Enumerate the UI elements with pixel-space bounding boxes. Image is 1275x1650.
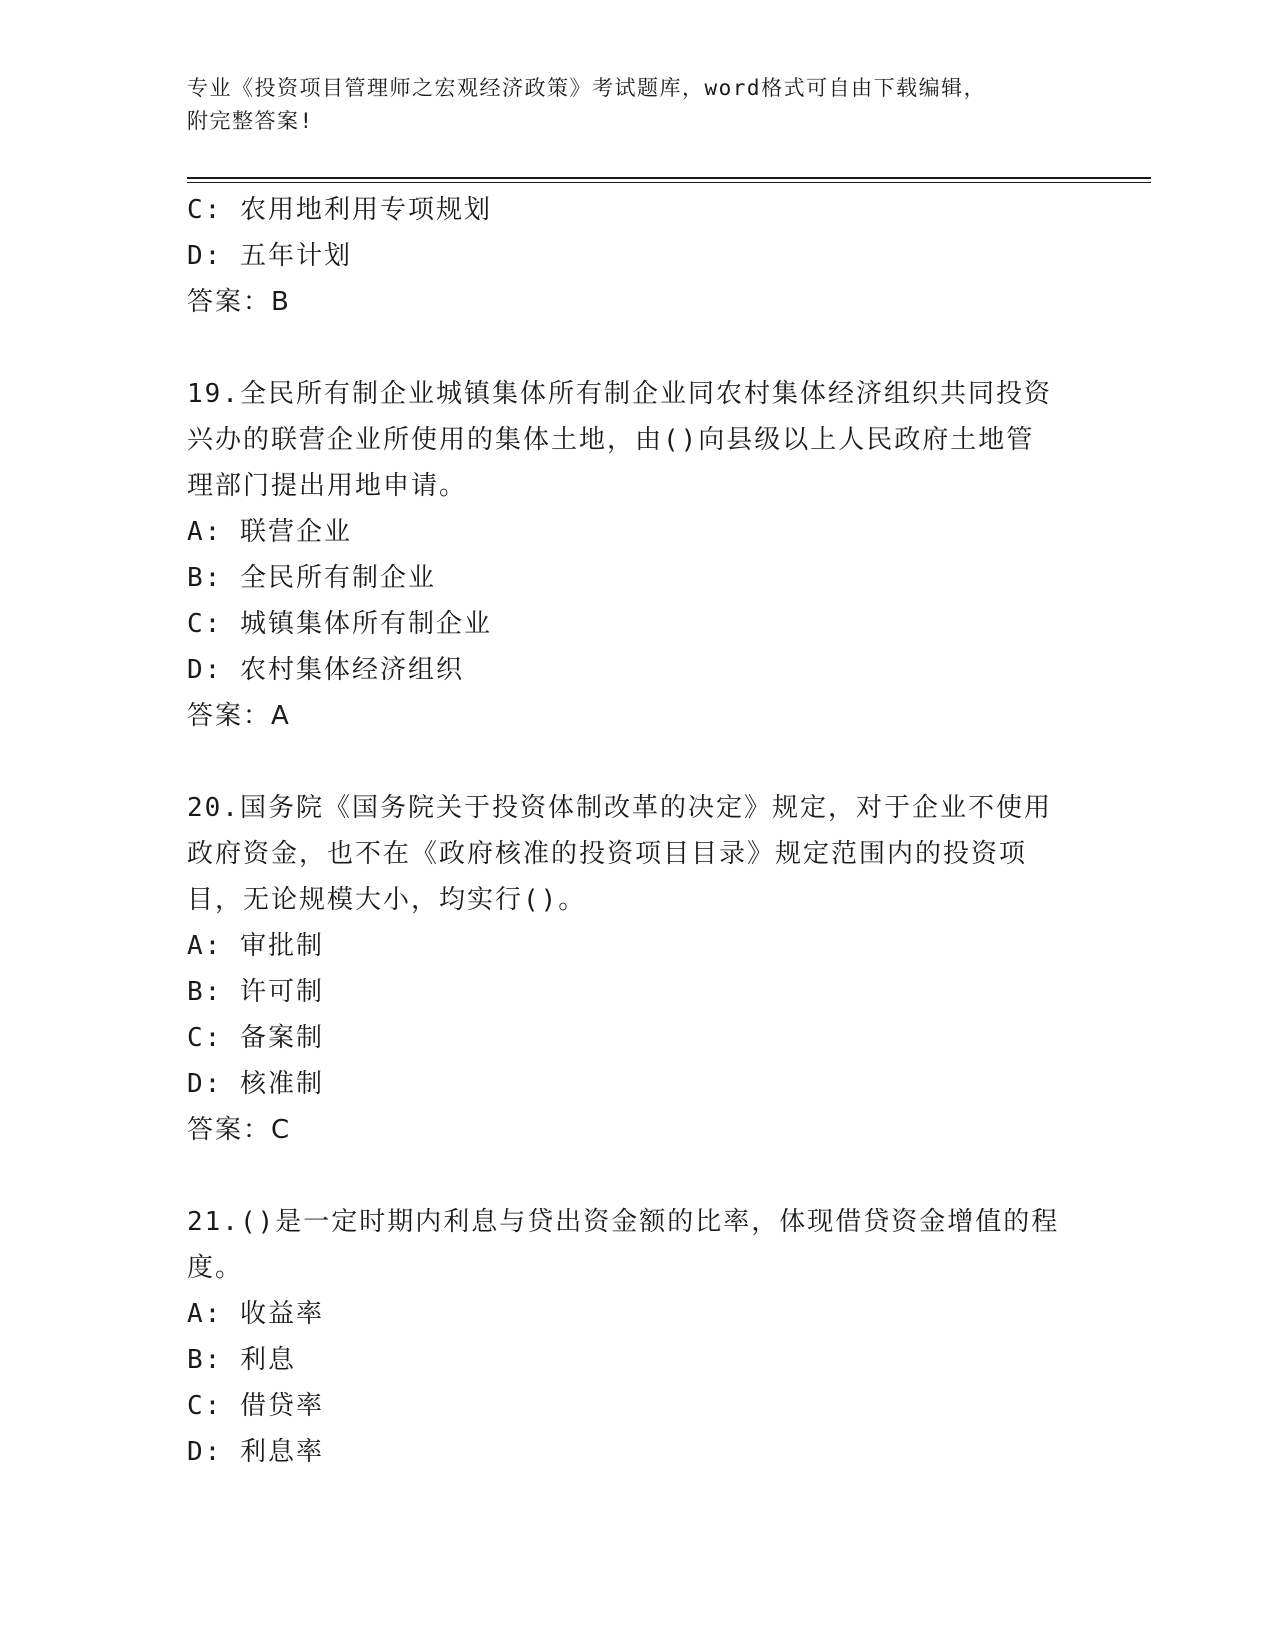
question-stem-line: 目，无论规模大小，均实行()。 [187,885,587,915]
header-divider-thin [187,182,1151,183]
carryover-block [187,187,1087,325]
option-b: B: 全民所有制企业 [187,563,436,593]
question-stem-line: 20.国务院《国务院关于投资体制改革的决定》规定，对于企业不使用 [187,793,1052,823]
question-stem-line: 政府资金，也不在《政府核准的投资项目目录》规定范围内的投资项 [187,839,1028,869]
option-a: A: 联营企业 [187,517,352,547]
option-a: A: 收益率 [187,1299,324,1329]
option-c: C: 农用地利用专项规划 [187,195,492,225]
option-a: A: 审批制 [187,931,324,961]
option-c: C: 备案制 [187,1023,324,1053]
option-d: D: 农村集体经济组织 [187,655,464,685]
option-b: B: 利息 [187,1345,296,1375]
question-21 [187,1199,1087,1475]
answer-line: 答案：B [187,287,291,317]
answer-line: 答案：A [187,701,291,731]
question-19 [187,371,1087,739]
option-c: C: 借贷率 [187,1391,324,1421]
question-stem-line: 理部门提出用地申请。 [187,471,468,501]
option-d: D: 五年计划 [187,241,352,271]
question-stem-line: 19.全民所有制企业城镇集体所有制企业同农村集体经济组织共同投资 [187,379,1052,409]
option-b: B: 许可制 [187,977,324,1007]
header-divider-thick [187,177,1151,179]
question-content [187,187,1087,1475]
page-header [187,72,1067,138]
question-stem-line: 21.()是一定时期内利息与贷出资金额的比率，体现借贷资金增值的程 [187,1207,1060,1237]
question-stem-line: 兴办的联营企业所使用的集体土地，由()向县级以上人民政府土地管 [187,425,1035,455]
option-d: D: 利息率 [187,1437,324,1467]
option-d: D: 核准制 [187,1069,324,1099]
header-line-2: 附完整答案! [187,109,314,133]
header-line-1: 专业《投资项目管理师之宏观经济政策》考试题库，word格式可自由下载编辑， [187,76,987,100]
answer-line: 答案：C [187,1115,292,1145]
question-stem-line: 度。 [187,1253,244,1283]
option-c: C: 城镇集体所有制企业 [187,609,492,639]
question-20 [187,785,1087,1153]
